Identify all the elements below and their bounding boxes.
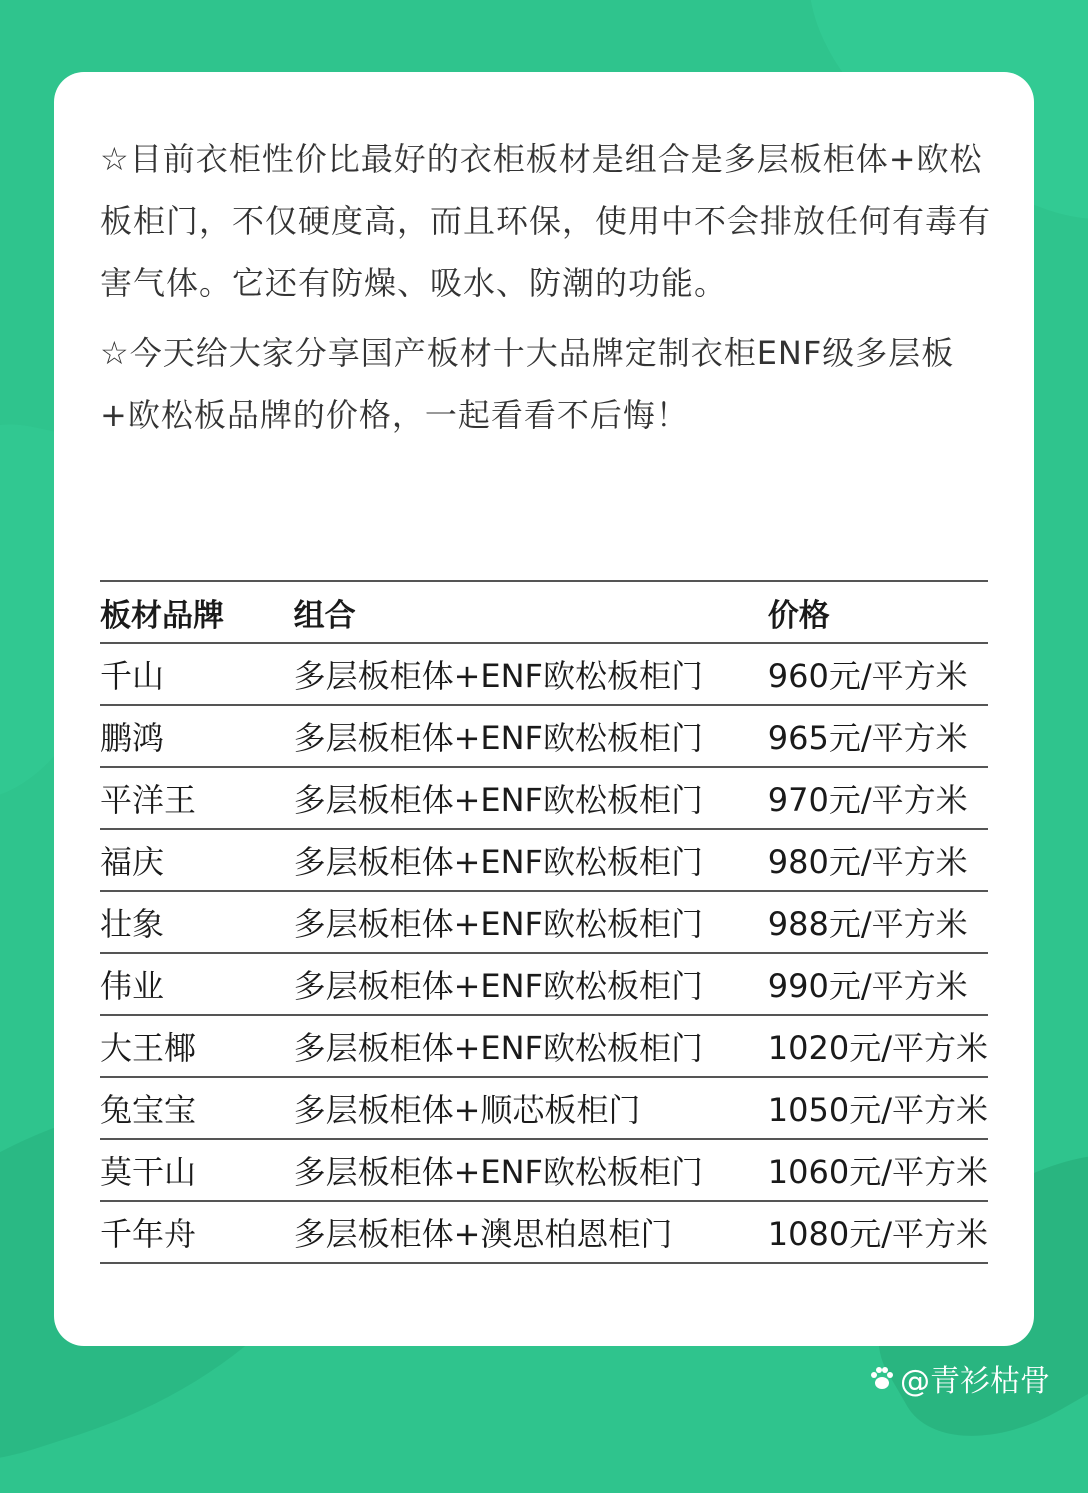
cell-brand: 大王椰 <box>100 1015 294 1077</box>
cell-combination: 多层板柜体+ENF欧松板柜门 <box>294 829 768 891</box>
cell-price: 1060元/平方米 <box>768 1139 988 1201</box>
cell-combination: 多层板柜体+ENF欧松板柜门 <box>294 1139 768 1201</box>
cell-brand: 福庆 <box>100 829 294 891</box>
table-header-row <box>100 581 988 643</box>
cell-price: 970元/平方米 <box>768 767 988 829</box>
cell-brand: 鹏鸿 <box>100 705 294 767</box>
watermark <box>868 1356 1050 1400</box>
cell-brand: 兔宝宝 <box>100 1077 294 1139</box>
cell-price: 1080元/平方米 <box>768 1201 988 1263</box>
cell-combination: 多层板柜体+ENF欧松板柜门 <box>294 705 768 767</box>
cell-price: 1050元/平方米 <box>768 1077 988 1139</box>
table-row <box>100 891 988 953</box>
cell-price: 965元/平方米 <box>768 705 988 767</box>
cell-price: 990元/平方米 <box>768 953 988 1015</box>
content-card <box>54 72 1034 1346</box>
intro-paragraph-1: ☆目前衣柜性价比最好的衣柜板材是组合是多层板柜体+欧松板柜门，不仅硬度高，而且环保，使用中不会排放任何有毒有害气体。它还有防燥、吸水、防潮的功能。 <box>100 140 992 302</box>
cell-combination: 多层板柜体+ENF欧松板柜门 <box>294 891 768 953</box>
cell-brand: 千山 <box>100 643 294 705</box>
table-row <box>100 767 988 829</box>
cell-brand: 千年舟 <box>100 1201 294 1263</box>
cell-brand: 平洋王 <box>100 767 294 829</box>
cell-brand: 壮象 <box>100 891 294 953</box>
table-row <box>100 643 988 705</box>
table-row <box>100 1139 988 1201</box>
table-row <box>100 953 988 1015</box>
cell-combination: 多层板柜体+澳思柏恩柜门 <box>294 1201 768 1263</box>
cell-price: 1020元/平方米 <box>768 1015 988 1077</box>
cell-combination: 多层板柜体+顺芯板柜门 <box>294 1077 768 1139</box>
header-combination: 组合 <box>294 581 768 643</box>
header-brand: 板材品牌 <box>100 581 294 643</box>
cell-combination: 多层板柜体+ENF欧松板柜门 <box>294 1015 768 1077</box>
cell-brand: 莫干山 <box>100 1139 294 1201</box>
table-row <box>100 705 988 767</box>
cell-price: 960元/平方米 <box>768 643 988 705</box>
paw-icon <box>868 1364 896 1392</box>
price-table <box>100 580 988 1264</box>
watermark-text: @青衫枯骨 <box>900 1364 1050 1399</box>
table-row <box>100 1077 988 1139</box>
cell-combination: 多层板柜体+ENF欧松板柜门 <box>294 953 768 1015</box>
cell-price: 980元/平方米 <box>768 829 988 891</box>
cell-brand: 伟业 <box>100 953 294 1015</box>
intro-paragraph-2: ☆今天给大家分享国产板材十大品牌定制衣柜ENF级多层板+欧松板品牌的价格，一起看看不后悔！ <box>100 334 955 434</box>
table-row <box>100 1015 988 1077</box>
table-row <box>100 829 988 891</box>
cell-combination: 多层板柜体+ENF欧松板柜门 <box>294 767 768 829</box>
table-row <box>100 1201 988 1263</box>
header-price: 价格 <box>768 581 988 643</box>
intro-text <box>100 128 992 454</box>
cell-combination: 多层板柜体+ENF欧松板柜门 <box>294 643 768 705</box>
cell-price: 988元/平方米 <box>768 891 988 953</box>
